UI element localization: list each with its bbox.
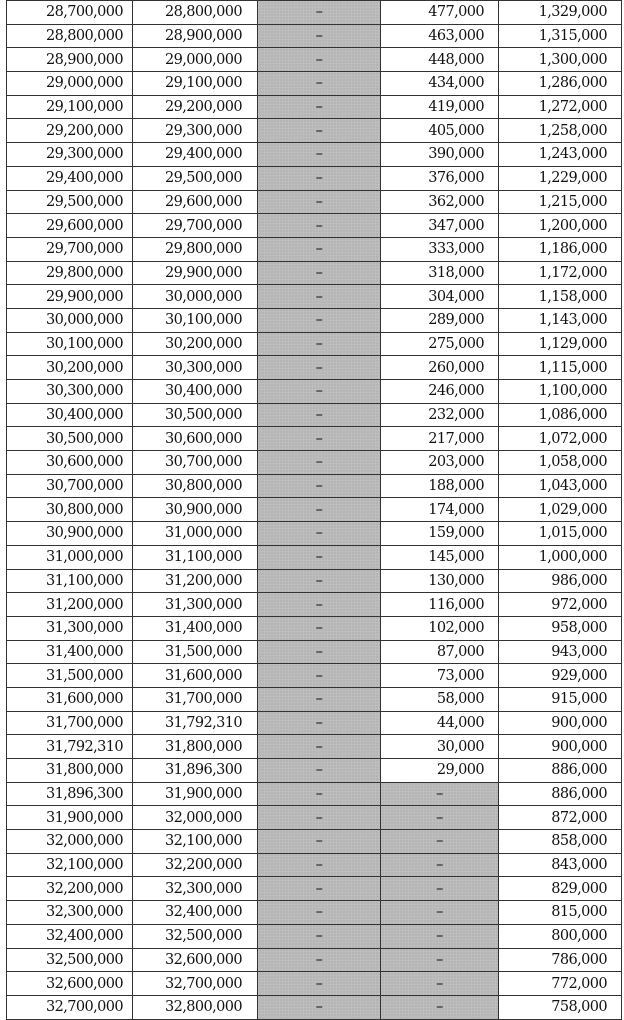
- column-5-value-cell: 800,000: [499, 924, 622, 948]
- column-3-value-cell: –: [258, 498, 381, 522]
- column-4-value-cell: –: [381, 782, 499, 806]
- income-upper-bound-cell: 31,800,000: [133, 735, 258, 759]
- column-3-value-cell: –: [258, 972, 381, 996]
- table-row: [7, 664, 622, 688]
- column-4-value-cell: 203,000: [381, 451, 499, 475]
- income-lower-bound-cell: 29,900,000: [7, 285, 133, 309]
- income-upper-bound-cell: 30,900,000: [133, 498, 258, 522]
- income-lower-bound-cell: 31,700,000: [7, 711, 133, 735]
- column-5-value-cell: 900,000: [499, 735, 622, 759]
- income-upper-bound-cell: 29,100,000: [133, 72, 258, 96]
- income-upper-bound-cell: 32,300,000: [133, 877, 258, 901]
- column-5-value-cell: 1,129,000: [499, 332, 622, 356]
- income-upper-bound-cell: 32,800,000: [133, 995, 258, 1019]
- table-row: [7, 190, 622, 214]
- income-upper-bound-cell: 31,200,000: [133, 569, 258, 593]
- income-upper-bound-cell: 32,000,000: [133, 806, 258, 830]
- column-4-value-cell: 232,000: [381, 403, 499, 427]
- column-5-value-cell: 1,315,000: [499, 24, 622, 48]
- table-row: [7, 901, 622, 925]
- column-5-value-cell: 1,172,000: [499, 261, 622, 285]
- column-5-value-cell: 900,000: [499, 711, 622, 735]
- column-3-value-cell: –: [258, 948, 381, 972]
- income-lower-bound-cell: 29,400,000: [7, 166, 133, 190]
- column-5-value-cell: 1,058,000: [499, 451, 622, 475]
- column-4-value-cell: 58,000: [381, 687, 499, 711]
- income-lower-bound-cell: 29,500,000: [7, 190, 133, 214]
- income-lower-bound-cell: 30,500,000: [7, 427, 133, 451]
- column-5-value-cell: 1,158,000: [499, 285, 622, 309]
- column-3-value-cell: –: [258, 72, 381, 96]
- tax-table-container: [6, 0, 621, 1017]
- tax-table: [6, 0, 622, 1020]
- table-row: [7, 711, 622, 735]
- income-lower-bound-cell: 30,600,000: [7, 451, 133, 475]
- column-3-value-cell: –: [258, 48, 381, 72]
- column-3-value-cell: –: [258, 261, 381, 285]
- table-row: [7, 616, 622, 640]
- column-4-value-cell: 102,000: [381, 616, 499, 640]
- column-5-value-cell: 1,286,000: [499, 72, 622, 96]
- column-5-value-cell: 1,100,000: [499, 380, 622, 404]
- income-lower-bound-cell: 31,792,310: [7, 735, 133, 759]
- column-5-value-cell: 886,000: [499, 759, 622, 783]
- column-3-value-cell: –: [258, 640, 381, 664]
- income-upper-bound-cell: 30,400,000: [133, 380, 258, 404]
- column-5-value-cell: 929,000: [499, 664, 622, 688]
- column-5-value-cell: 1,043,000: [499, 474, 622, 498]
- table-row: [7, 119, 622, 143]
- column-4-value-cell: 159,000: [381, 522, 499, 546]
- column-4-value-cell: 362,000: [381, 190, 499, 214]
- income-lower-bound-cell: 32,200,000: [7, 877, 133, 901]
- table-row: [7, 522, 622, 546]
- income-lower-bound-cell: 30,700,000: [7, 474, 133, 498]
- column-3-value-cell: –: [258, 806, 381, 830]
- income-upper-bound-cell: 31,500,000: [133, 640, 258, 664]
- column-3-value-cell: –: [258, 924, 381, 948]
- income-upper-bound-cell: 32,400,000: [133, 901, 258, 925]
- income-lower-bound-cell: 30,000,000: [7, 308, 133, 332]
- table-row: [7, 735, 622, 759]
- column-3-value-cell: –: [258, 95, 381, 119]
- income-upper-bound-cell: 31,700,000: [133, 687, 258, 711]
- income-upper-bound-cell: 32,700,000: [133, 972, 258, 996]
- income-lower-bound-cell: 31,100,000: [7, 569, 133, 593]
- column-4-value-cell: 419,000: [381, 95, 499, 119]
- column-5-value-cell: 1,086,000: [499, 403, 622, 427]
- column-3-value-cell: –: [258, 664, 381, 688]
- income-lower-bound-cell: 28,800,000: [7, 24, 133, 48]
- table-row: [7, 214, 622, 238]
- income-lower-bound-cell: 31,896,300: [7, 782, 133, 806]
- table-row: [7, 95, 622, 119]
- income-upper-bound-cell: 29,200,000: [133, 95, 258, 119]
- income-lower-bound-cell: 31,200,000: [7, 593, 133, 617]
- income-upper-bound-cell: 29,700,000: [133, 214, 258, 238]
- income-upper-bound-cell: 29,300,000: [133, 119, 258, 143]
- income-upper-bound-cell: 31,300,000: [133, 593, 258, 617]
- column-5-value-cell: 758,000: [499, 995, 622, 1019]
- column-3-value-cell: –: [258, 995, 381, 1019]
- column-3-value-cell: –: [258, 474, 381, 498]
- table-row: [7, 261, 622, 285]
- table-row: [7, 545, 622, 569]
- column-5-value-cell: 858,000: [499, 830, 622, 854]
- income-upper-bound-cell: 32,600,000: [133, 948, 258, 972]
- column-3-value-cell: –: [258, 403, 381, 427]
- column-3-value-cell: –: [258, 285, 381, 309]
- income-upper-bound-cell: 30,500,000: [133, 403, 258, 427]
- income-lower-bound-cell: 28,700,000: [7, 1, 133, 25]
- table-row: [7, 237, 622, 261]
- column-5-value-cell: 1,072,000: [499, 427, 622, 451]
- column-4-value-cell: 174,000: [381, 498, 499, 522]
- column-5-value-cell: 772,000: [499, 972, 622, 996]
- column-4-value-cell: 390,000: [381, 143, 499, 167]
- income-upper-bound-cell: 29,000,000: [133, 48, 258, 72]
- column-3-value-cell: –: [258, 427, 381, 451]
- column-5-value-cell: 786,000: [499, 948, 622, 972]
- column-5-value-cell: 986,000: [499, 569, 622, 593]
- column-3-value-cell: –: [258, 143, 381, 167]
- column-3-value-cell: –: [258, 711, 381, 735]
- income-lower-bound-cell: 29,200,000: [7, 119, 133, 143]
- column-5-value-cell: 815,000: [499, 901, 622, 925]
- table-row: [7, 995, 622, 1019]
- column-4-value-cell: 405,000: [381, 119, 499, 143]
- table-row: [7, 451, 622, 475]
- column-4-value-cell: 318,000: [381, 261, 499, 285]
- income-lower-bound-cell: 30,300,000: [7, 380, 133, 404]
- column-5-value-cell: 1,329,000: [499, 1, 622, 25]
- income-upper-bound-cell: 29,500,000: [133, 166, 258, 190]
- income-upper-bound-cell: 32,100,000: [133, 830, 258, 854]
- column-3-value-cell: –: [258, 901, 381, 925]
- income-lower-bound-cell: 31,600,000: [7, 687, 133, 711]
- table-row: [7, 427, 622, 451]
- column-4-value-cell: 304,000: [381, 285, 499, 309]
- income-lower-bound-cell: 29,300,000: [7, 143, 133, 167]
- column-3-value-cell: –: [258, 545, 381, 569]
- column-4-value-cell: 246,000: [381, 380, 499, 404]
- table-row: [7, 380, 622, 404]
- tax-table-body: [7, 1, 622, 1020]
- table-row: [7, 72, 622, 96]
- table-row: [7, 474, 622, 498]
- column-4-value-cell: 145,000: [381, 545, 499, 569]
- column-3-value-cell: –: [258, 877, 381, 901]
- table-row: [7, 924, 622, 948]
- income-lower-bound-cell: 32,100,000: [7, 853, 133, 877]
- income-lower-bound-cell: 32,000,000: [7, 830, 133, 854]
- column-5-value-cell: 1,272,000: [499, 95, 622, 119]
- column-5-value-cell: 872,000: [499, 806, 622, 830]
- column-4-value-cell: 434,000: [381, 72, 499, 96]
- column-3-value-cell: –: [258, 214, 381, 238]
- column-3-value-cell: –: [258, 308, 381, 332]
- table-row: [7, 877, 622, 901]
- column-5-value-cell: 1,029,000: [499, 498, 622, 522]
- income-upper-bound-cell: 29,600,000: [133, 190, 258, 214]
- column-4-value-cell: 260,000: [381, 356, 499, 380]
- table-row: [7, 593, 622, 617]
- income-upper-bound-cell: 29,900,000: [133, 261, 258, 285]
- column-3-value-cell: –: [258, 759, 381, 783]
- column-4-value-cell: 376,000: [381, 166, 499, 190]
- table-row: [7, 24, 622, 48]
- column-4-value-cell: –: [381, 853, 499, 877]
- column-3-value-cell: –: [258, 356, 381, 380]
- column-4-value-cell: –: [381, 806, 499, 830]
- column-4-value-cell: –: [381, 995, 499, 1019]
- income-upper-bound-cell: 32,200,000: [133, 853, 258, 877]
- column-5-value-cell: 843,000: [499, 853, 622, 877]
- column-4-value-cell: 87,000: [381, 640, 499, 664]
- table-row: [7, 308, 622, 332]
- income-lower-bound-cell: 32,700,000: [7, 995, 133, 1019]
- table-row: [7, 1, 622, 25]
- income-lower-bound-cell: 31,900,000: [7, 806, 133, 830]
- income-upper-bound-cell: 30,100,000: [133, 308, 258, 332]
- income-lower-bound-cell: 32,600,000: [7, 972, 133, 996]
- column-3-value-cell: –: [258, 853, 381, 877]
- column-3-value-cell: –: [258, 1, 381, 25]
- table-row: [7, 853, 622, 877]
- income-upper-bound-cell: 31,100,000: [133, 545, 258, 569]
- column-3-value-cell: –: [258, 332, 381, 356]
- column-4-value-cell: 347,000: [381, 214, 499, 238]
- table-row: [7, 166, 622, 190]
- table-row: [7, 143, 622, 167]
- table-row: [7, 759, 622, 783]
- income-lower-bound-cell: 31,400,000: [7, 640, 133, 664]
- income-upper-bound-cell: 31,400,000: [133, 616, 258, 640]
- income-lower-bound-cell: 31,800,000: [7, 759, 133, 783]
- income-upper-bound-cell: 30,000,000: [133, 285, 258, 309]
- column-4-value-cell: –: [381, 924, 499, 948]
- table-row: [7, 403, 622, 427]
- income-upper-bound-cell: 31,792,310: [133, 711, 258, 735]
- income-lower-bound-cell: 31,500,000: [7, 664, 133, 688]
- column-5-value-cell: 1,115,000: [499, 356, 622, 380]
- column-4-value-cell: 448,000: [381, 48, 499, 72]
- income-lower-bound-cell: 29,800,000: [7, 261, 133, 285]
- income-upper-bound-cell: 30,600,000: [133, 427, 258, 451]
- income-upper-bound-cell: 31,000,000: [133, 522, 258, 546]
- income-upper-bound-cell: 30,300,000: [133, 356, 258, 380]
- income-lower-bound-cell: 29,700,000: [7, 237, 133, 261]
- table-row: [7, 782, 622, 806]
- column-3-value-cell: –: [258, 782, 381, 806]
- column-4-value-cell: –: [381, 877, 499, 901]
- column-5-value-cell: 1,186,000: [499, 237, 622, 261]
- column-5-value-cell: 1,215,000: [499, 190, 622, 214]
- column-4-value-cell: –: [381, 948, 499, 972]
- column-4-value-cell: –: [381, 901, 499, 925]
- column-3-value-cell: –: [258, 24, 381, 48]
- column-4-value-cell: 477,000: [381, 1, 499, 25]
- column-3-value-cell: –: [258, 190, 381, 214]
- income-lower-bound-cell: 30,800,000: [7, 498, 133, 522]
- income-lower-bound-cell: 29,000,000: [7, 72, 133, 96]
- column-4-value-cell: –: [381, 972, 499, 996]
- table-row: [7, 687, 622, 711]
- column-3-value-cell: –: [258, 380, 381, 404]
- column-4-value-cell: 289,000: [381, 308, 499, 332]
- column-3-value-cell: –: [258, 687, 381, 711]
- income-upper-bound-cell: 28,800,000: [133, 1, 258, 25]
- column-5-value-cell: 1,000,000: [499, 545, 622, 569]
- income-upper-bound-cell: 31,600,000: [133, 664, 258, 688]
- income-lower-bound-cell: 31,000,000: [7, 545, 133, 569]
- table-row: [7, 48, 622, 72]
- income-lower-bound-cell: 30,400,000: [7, 403, 133, 427]
- column-4-value-cell: 188,000: [381, 474, 499, 498]
- column-5-value-cell: 1,258,000: [499, 119, 622, 143]
- column-4-value-cell: 73,000: [381, 664, 499, 688]
- column-3-value-cell: –: [258, 735, 381, 759]
- column-4-value-cell: 463,000: [381, 24, 499, 48]
- income-upper-bound-cell: 32,500,000: [133, 924, 258, 948]
- income-upper-bound-cell: 30,700,000: [133, 451, 258, 475]
- income-lower-bound-cell: 30,200,000: [7, 356, 133, 380]
- column-5-value-cell: 1,243,000: [499, 143, 622, 167]
- table-row: [7, 640, 622, 664]
- table-row: [7, 285, 622, 309]
- table-row: [7, 356, 622, 380]
- column-3-value-cell: –: [258, 593, 381, 617]
- income-lower-bound-cell: 31,300,000: [7, 616, 133, 640]
- income-upper-bound-cell: 30,800,000: [133, 474, 258, 498]
- column-4-value-cell: 333,000: [381, 237, 499, 261]
- column-4-value-cell: 217,000: [381, 427, 499, 451]
- column-5-value-cell: 915,000: [499, 687, 622, 711]
- column-5-value-cell: 972,000: [499, 593, 622, 617]
- column-5-value-cell: 943,000: [499, 640, 622, 664]
- column-3-value-cell: –: [258, 830, 381, 854]
- column-3-value-cell: –: [258, 616, 381, 640]
- income-lower-bound-cell: 29,100,000: [7, 95, 133, 119]
- table-row: [7, 498, 622, 522]
- column-4-value-cell: 44,000: [381, 711, 499, 735]
- column-5-value-cell: 1,300,000: [499, 48, 622, 72]
- column-5-value-cell: 1,143,000: [499, 308, 622, 332]
- column-4-value-cell: 130,000: [381, 569, 499, 593]
- table-row: [7, 972, 622, 996]
- table-row: [7, 332, 622, 356]
- income-lower-bound-cell: 28,900,000: [7, 48, 133, 72]
- column-5-value-cell: 1,200,000: [499, 214, 622, 238]
- column-3-value-cell: –: [258, 522, 381, 546]
- column-5-value-cell: 829,000: [499, 877, 622, 901]
- table-row: [7, 569, 622, 593]
- column-3-value-cell: –: [258, 237, 381, 261]
- income-upper-bound-cell: 31,900,000: [133, 782, 258, 806]
- column-4-value-cell: –: [381, 830, 499, 854]
- income-lower-bound-cell: 30,900,000: [7, 522, 133, 546]
- column-3-value-cell: –: [258, 451, 381, 475]
- income-upper-bound-cell: 30,200,000: [133, 332, 258, 356]
- column-3-value-cell: –: [258, 119, 381, 143]
- column-5-value-cell: 958,000: [499, 616, 622, 640]
- income-lower-bound-cell: 30,100,000: [7, 332, 133, 356]
- column-4-value-cell: 116,000: [381, 593, 499, 617]
- column-4-value-cell: 30,000: [381, 735, 499, 759]
- column-4-value-cell: 275,000: [381, 332, 499, 356]
- column-3-value-cell: –: [258, 166, 381, 190]
- column-4-value-cell: 29,000: [381, 759, 499, 783]
- income-lower-bound-cell: 32,300,000: [7, 901, 133, 925]
- table-row: [7, 830, 622, 854]
- income-lower-bound-cell: 29,600,000: [7, 214, 133, 238]
- income-lower-bound-cell: 32,400,000: [7, 924, 133, 948]
- income-upper-bound-cell: 29,800,000: [133, 237, 258, 261]
- column-5-value-cell: 1,229,000: [499, 166, 622, 190]
- table-row: [7, 806, 622, 830]
- column-5-value-cell: 886,000: [499, 782, 622, 806]
- column-3-value-cell: –: [258, 569, 381, 593]
- income-upper-bound-cell: 29,400,000: [133, 143, 258, 167]
- income-upper-bound-cell: 28,900,000: [133, 24, 258, 48]
- income-lower-bound-cell: 32,500,000: [7, 948, 133, 972]
- column-5-value-cell: 1,015,000: [499, 522, 622, 546]
- table-row: [7, 948, 622, 972]
- income-upper-bound-cell: 31,896,300: [133, 759, 258, 783]
